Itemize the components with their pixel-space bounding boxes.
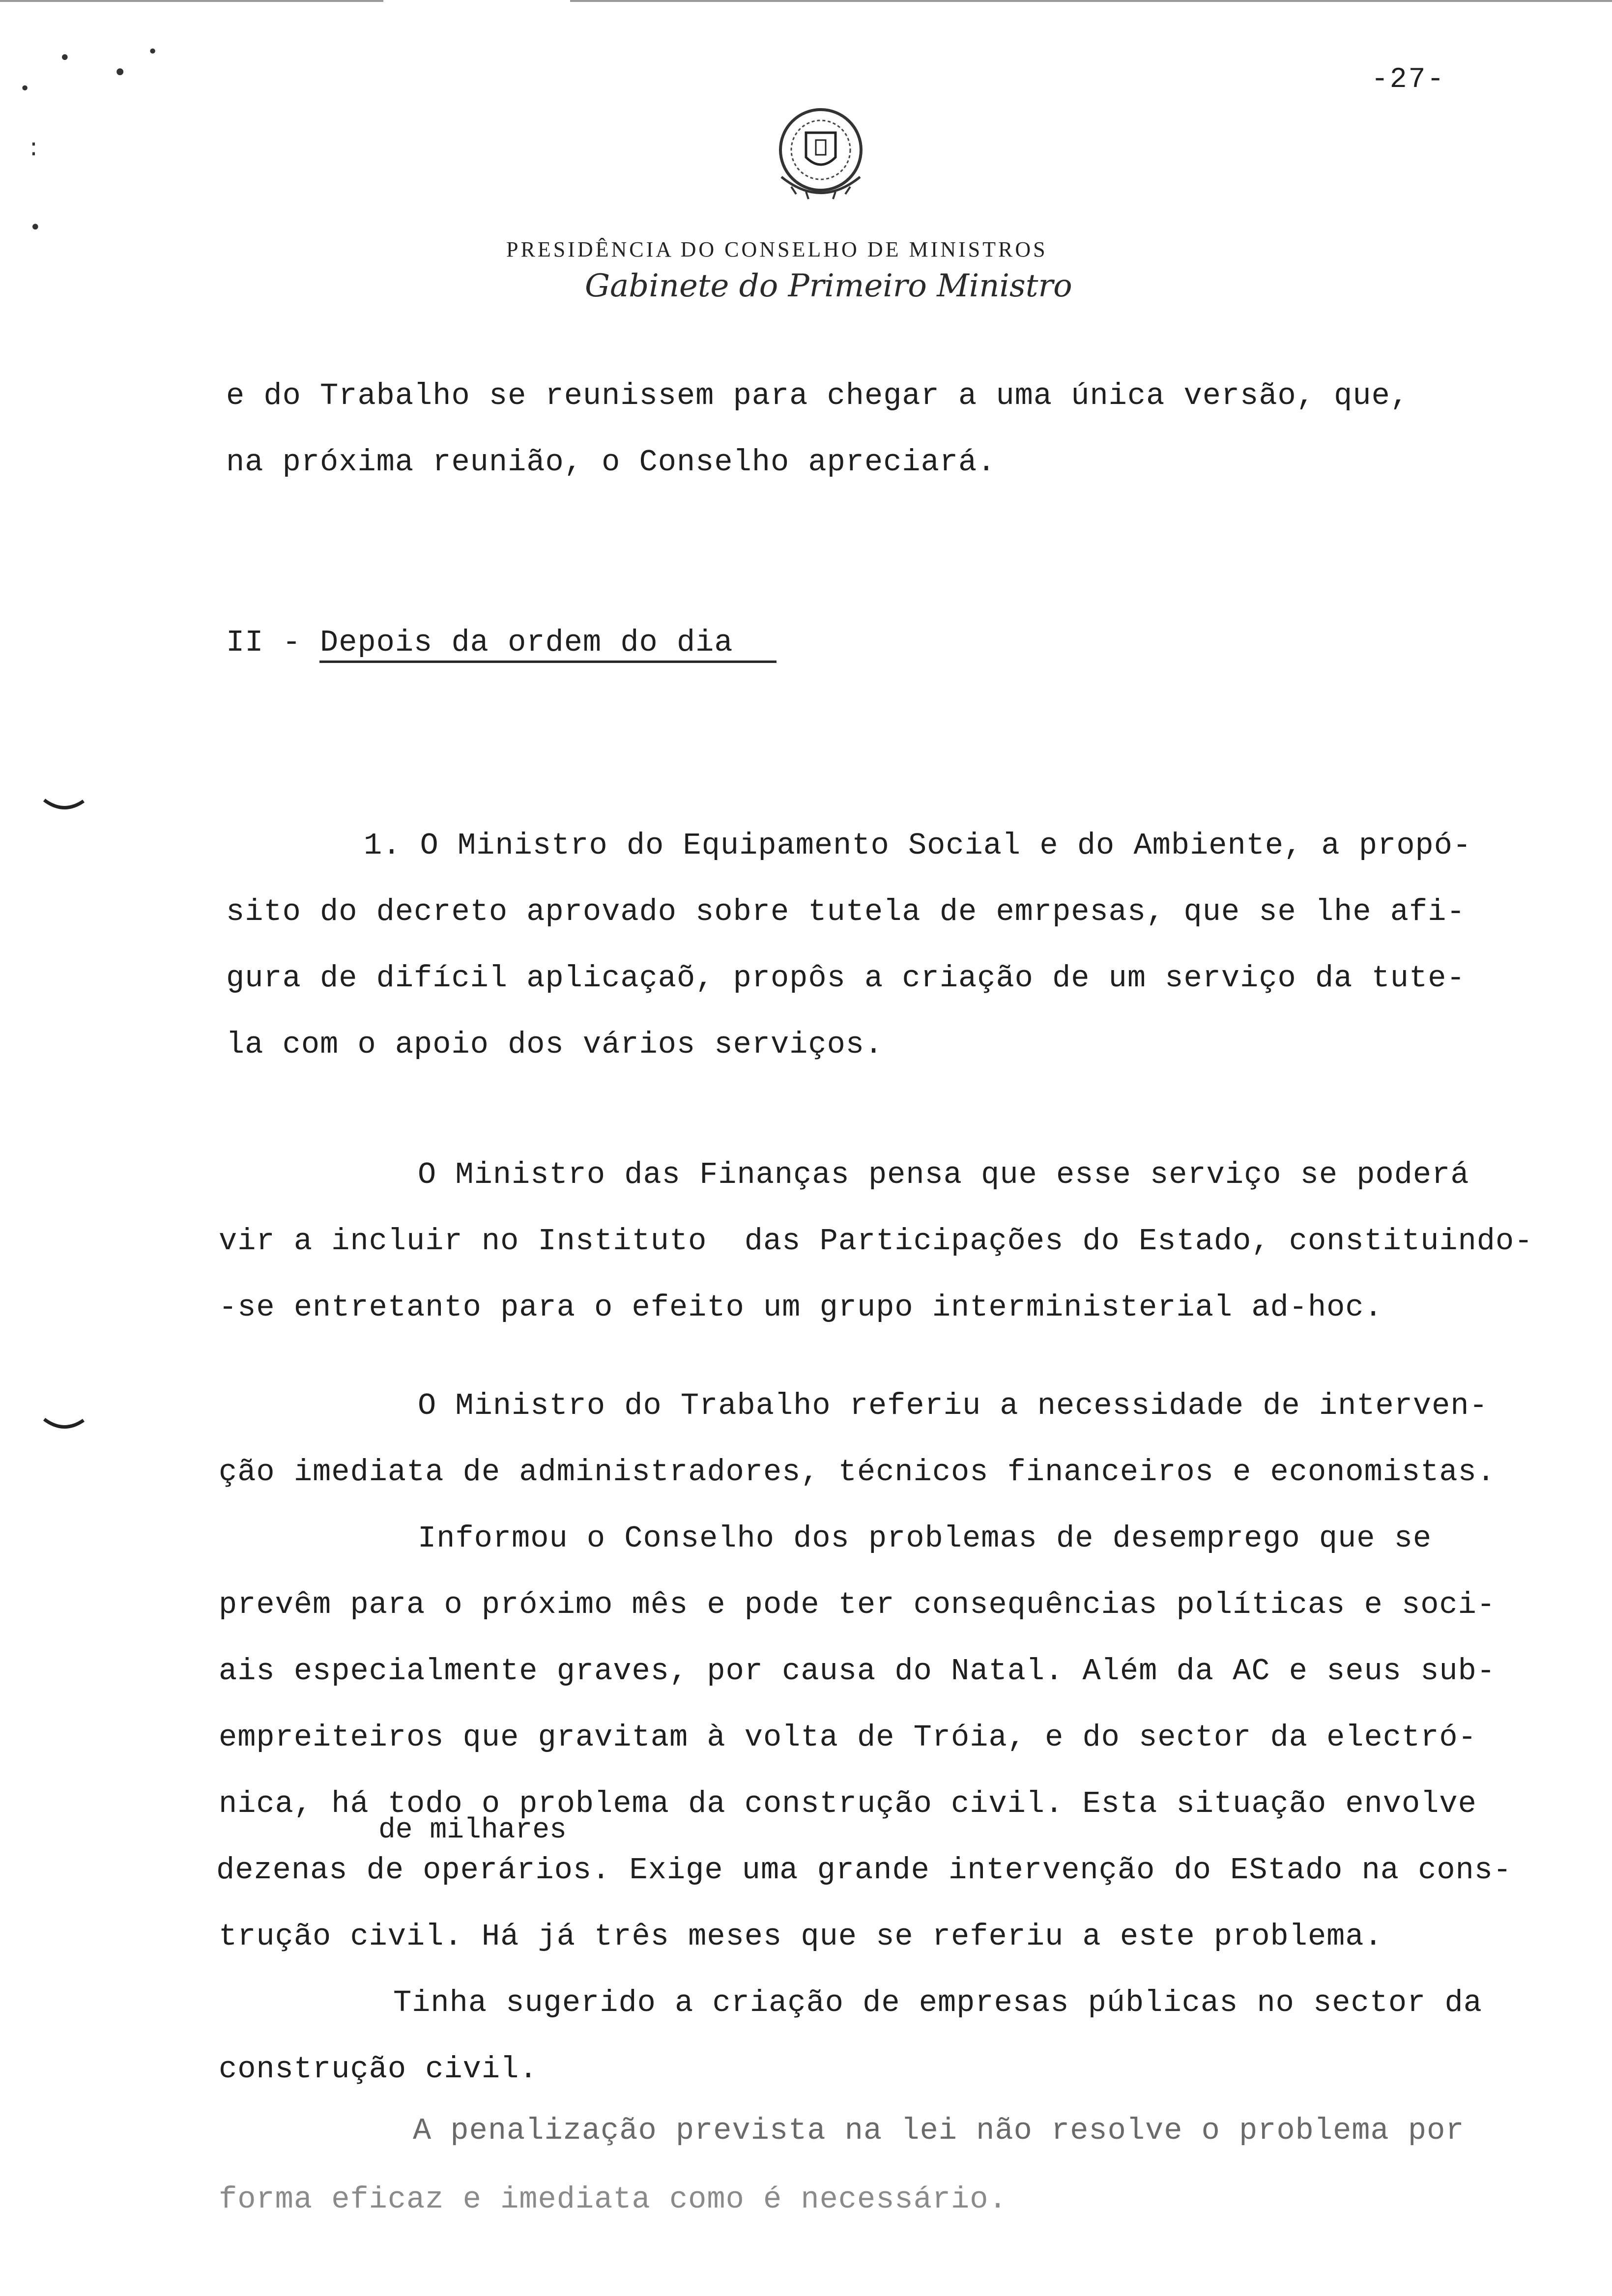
margin-tick-mark: [42, 1415, 86, 1435]
body-line: prevêm para o próximo mês e pode ter consequências políticas e soci-: [219, 1587, 1496, 1622]
body-line: A penalização prevista na lei não resolve o problema por: [413, 2113, 1465, 2148]
body-line: forma eficaz e imediata como é necessário.: [219, 2182, 1008, 2217]
body-line: construção civil.: [219, 2052, 538, 2087]
coat-of-arms-seal-icon: [767, 103, 875, 206]
margin-mark: •: [59, 47, 71, 69]
top-rule: [0, 0, 1612, 2]
institution-name: PRESIDÊNCIA DO CONSELHO DE MINISTROS: [506, 237, 1048, 261]
body-line: ais especialmente graves, por causa do Natal. Além da AC e seus sub-: [219, 1654, 1496, 1689]
body-line: na próxima reunião, o Conselho apreciará.: [226, 445, 996, 480]
body-line: O Ministro das Finanças pensa que esse serviço se poderá: [418, 1157, 1469, 1192]
margin-mark: •: [20, 79, 30, 99]
body-line: Informou o Conselho dos problemas de desemprego que se: [418, 1521, 1432, 1556]
body-line: ção imediata de administradores, técnicos financeiros e economistas.: [219, 1455, 1496, 1490]
office-name: Gabinete do Primeiro Ministro: [585, 268, 1072, 304]
page-number: -27-: [1371, 64, 1446, 96]
margin-mark: •: [29, 216, 41, 239]
body-line: -se entretanto para o efeito um grupo interministerial ad-hoc.: [219, 1290, 1383, 1325]
handwritten-insert: de milhares: [378, 1814, 567, 1846]
body-line: la com o apoio dos vários serviços.: [226, 1027, 884, 1062]
body-line: gura de difícil aplicaçaõ, propôs a criação de um serviço da tute-: [226, 961, 1466, 996]
body-line: trução civil. Há já três meses que se referiu a este problema.: [219, 1919, 1383, 1954]
body-line: e do Trabalho se reunissem para chegar a uma única versão, que,: [226, 378, 1409, 413]
body-line: sito do decreto aprovado sobre tutela de emrpesas, que se lhe afi-: [226, 894, 1466, 929]
body-line: empreiteiros que gravitam à volta de Tróia, e do sector da electró-: [219, 1720, 1477, 1755]
margin-mark: •: [113, 59, 127, 86]
body-line: dezenas de operários. Exige uma grande intervenção do EStado na cons-: [216, 1853, 1512, 1888]
body-line: Tinha sugerido a criação de empresas públicas no sector da: [393, 1985, 1482, 2020]
section-heading: II - Depois da ordem do dia: [226, 625, 733, 660]
body-line: O Ministro do Trabalho referiu a necessidade de interven-: [418, 1388, 1488, 1423]
body-line: 1. O Ministro do Equipamento Social e do Ambiente, a propó-: [364, 828, 1472, 863]
heading-underline: [319, 660, 777, 663]
body-line: nica, há todo o problema da construção civil. Esta situação envolve: [219, 1786, 1477, 1821]
margin-tick-mark: [42, 796, 86, 816]
margin-mark: •: [147, 42, 158, 62]
top-rule-gap: [383, 0, 570, 3]
margin-mark: :: [29, 133, 38, 161]
body-line: vir a incluir no Instituto das Participações do Estado, constituindo-: [219, 1224, 1533, 1259]
